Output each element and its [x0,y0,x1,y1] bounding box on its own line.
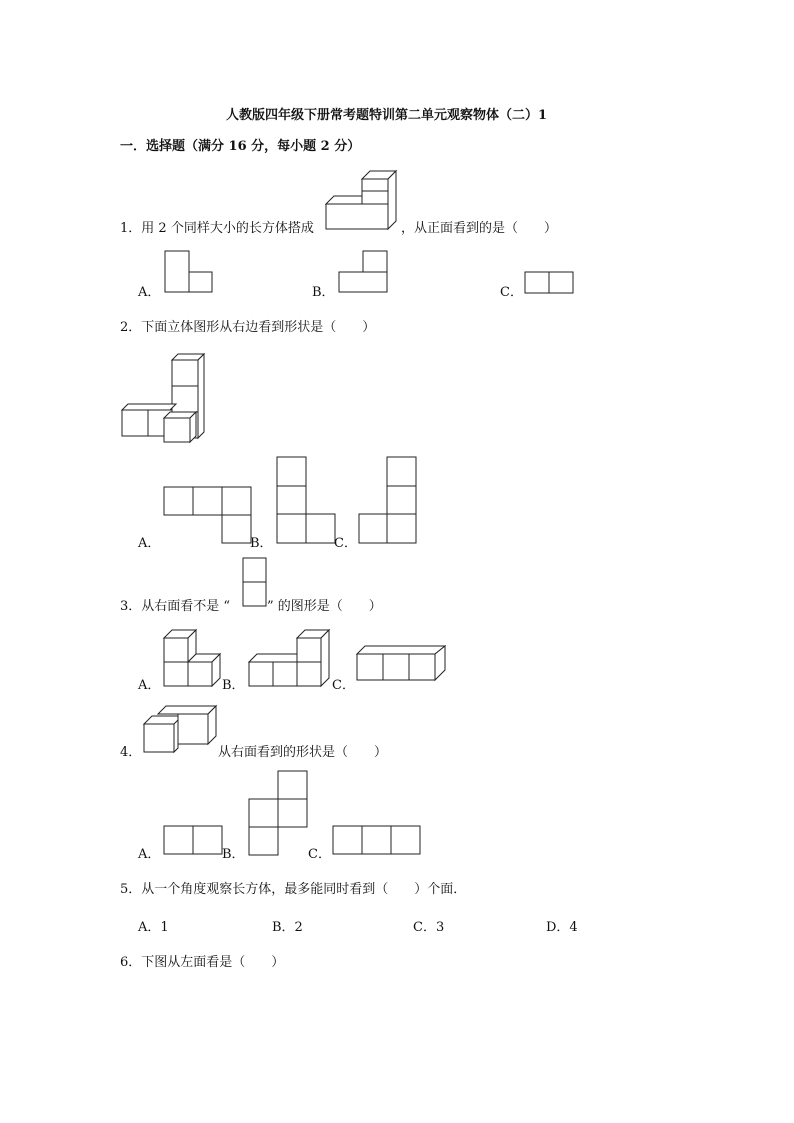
question-5-number: 5． [120,882,142,897]
q1-option-c-label[interactable]: C． [500,285,523,300]
q5-option-b[interactable]: B．2 [272,920,303,935]
question-6-text: 下图从左面看是（ ） [141,955,285,970]
question-3-text-after: ” 的图形是（ ） [267,599,382,614]
q1-option-b-label[interactable]: B． [312,285,335,300]
question-1-solid-figure [322,166,402,232]
q4-option-b-label[interactable]: B． [222,847,245,862]
q2-option-a-label[interactable]: A． [138,536,161,551]
question-3-number: 3． [120,599,142,614]
question-2-number: 2． [120,320,142,335]
q4-option-c-figure[interactable] [332,825,422,857]
question-1-text-before: 用 2 个同样大小的长方体搭成 [141,221,314,236]
q3-option-c-figure[interactable] [355,642,451,688]
q4-option-c-label[interactable]: C． [308,847,331,862]
question-2-solid-figure [120,350,210,445]
q2-option-a-figure[interactable] [163,486,253,546]
question-1-text-after: ，从正面看到的是（ ） [401,221,558,236]
q3-option-b-figure[interactable] [247,626,333,688]
q3-option-a-label[interactable]: A． [138,678,161,693]
question-6-number: 6． [120,955,142,970]
page-title: 人教版四年级下册常考题特训第二单元观察物体（二）1 [226,108,548,123]
q4-option-b-figure[interactable] [248,770,310,858]
section-heading: 一．选择题（满分 16 分，每小题 2 分） [120,139,361,154]
question-5 [120,878,466,897]
q3-option-a-figure[interactable] [162,626,224,688]
question-4-text: 从右面看到的形状是（ ） [218,745,388,760]
q2-option-b-label[interactable]: B． [250,536,273,551]
q1-option-a-label[interactable]: A． [138,285,161,300]
question-4-solid-figure [140,702,220,756]
question-5-text: 从一个角度观察长方体，最多能同时看到（ ）个面． [141,882,467,897]
question-3 [120,595,230,614]
q5-option-d[interactable]: D．4 [546,920,578,935]
question-1 [120,217,314,236]
q2-option-c-figure[interactable] [358,456,420,546]
question-3-text-before: 从右面看不是 “ [141,599,231,614]
question-2-text: 下面立体图形从右边看到形状是（ ） [141,320,376,335]
q1-option-a-figure[interactable] [164,250,214,294]
question-4-number: 4． [120,745,142,760]
q5-option-a[interactable]: A．1 [138,920,169,935]
q4-option-a-figure[interactable] [163,825,225,857]
q1-option-b-figure[interactable] [338,250,390,294]
q4-option-a-label[interactable]: A． [138,847,161,862]
question-1-number: 1． [120,221,142,236]
question-2 [120,316,375,335]
question-6 [120,951,284,970]
question-3-reference-shape [242,557,268,609]
q1-option-c-figure[interactable] [524,271,576,295]
q3-option-c-label[interactable]: C． [332,678,355,693]
q3-option-b-label[interactable]: B． [222,678,245,693]
q2-option-b-figure[interactable] [276,456,338,546]
q2-option-c-label[interactable]: C． [334,536,357,551]
q5-option-c[interactable]: C．3 [413,920,445,935]
